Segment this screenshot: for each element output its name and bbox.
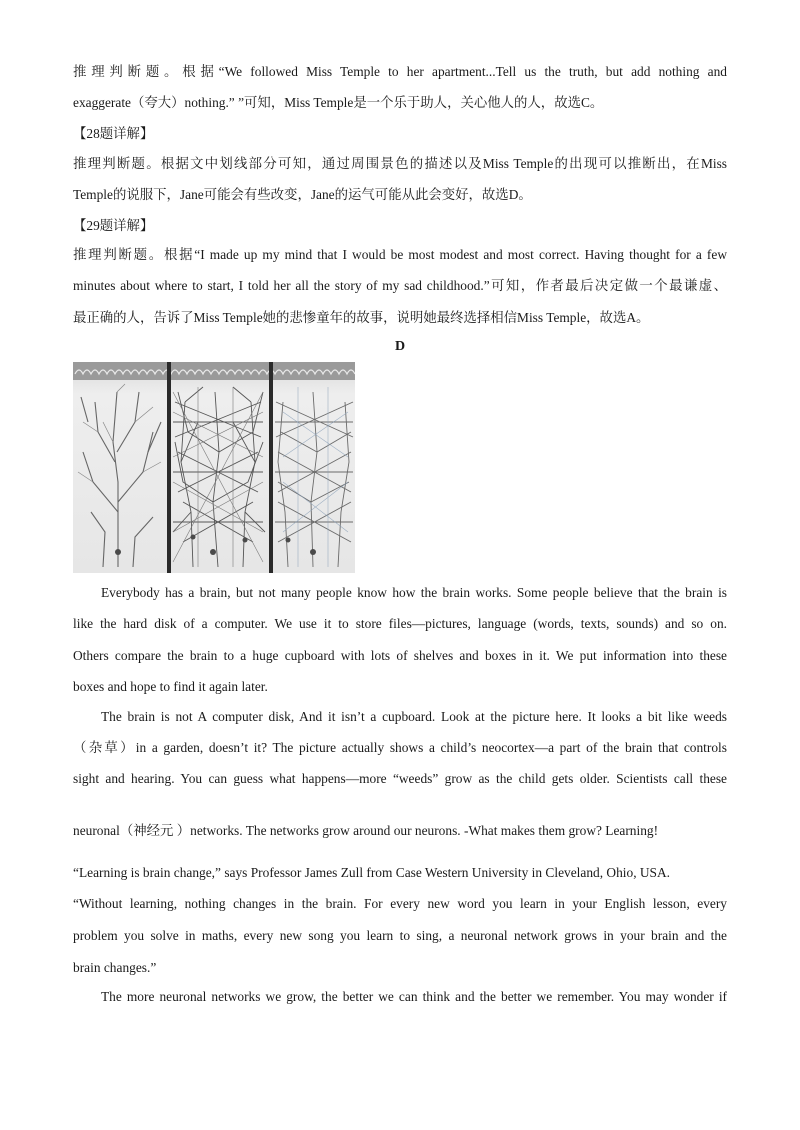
passage-para3-line-3: problem you solve in maths, every new song you learn to sing, a neuronal network grows in your brain and the [73, 928, 727, 943]
passage-para1-line-1: Everybody has a brain, but not many people know how the brain works. Some people believe that the brain is [101, 585, 727, 600]
passage-para1-line-2: like the hard disk of a computer. We use it to store files—pictures, language (words, texts, sounds) and so on. [73, 616, 727, 631]
answer-29-explanation-line-3: 最正确的人，告诉了Miss Temple她的悲惨童年的故事，说明她最终选择相信Miss Temple，故选A。 [73, 310, 650, 325]
answer-28-explanation-line-2: Temple的说服下，Jane可能会有些改变，Jane的运气可能从此会变好，故选D。 [73, 187, 532, 202]
answer-29-explanation-line-2: minutes about where to start, I told her all the story of my sad childhood.”可知，作者最后决定做一个最谦虚、 [73, 278, 727, 293]
answer-27-explanation-line-1: 推理判断题。根据“We followed Miss Temple to her apartment...Tell us the truth, but add nothing and [73, 64, 727, 79]
passage-para2-line-2: （杂草）in a garden, doesn’t it? The picture actually shows a child’s neocortex—a part of the brain that controls [73, 740, 727, 755]
answer-27-explanation-line-2: exaggerate（夸大）nothing.” ”可知，Miss Temple是一个乐于助人，关心他人的人，故选C。 [73, 95, 604, 110]
answer-29-explanation-line-1: 推理判断题。根据“I made up my mind that I would be most modest and most correct. Having thought for a few [73, 247, 727, 262]
passage-para2-line-1: The brain is not A computer disk, And it isn’t a cupboard. Look at the picture here. It looks a bit like weeds [101, 709, 727, 724]
passage-para2-line-3: sight and hearing. You can guess what happens—more “weeds” grow as the child gets older. Scientists call these [73, 771, 727, 786]
passage-para3-line-4: brain changes.” [73, 960, 157, 975]
passage-para3-line-1: “Learning is brain change,” says Professor James Zull from Case Western University in Cleveland, Ohio, USA. [73, 865, 671, 880]
passage-para3-line-2: “Without learning, nothing changes in the brain. For every new word you learn in your English lesson, every [73, 896, 727, 911]
question-28-heading: 【28题详解】 [73, 126, 154, 141]
passage-para2-line-4: neuronal（神经元 ）networks. The networks grow around our neurons. -What makes them grow? Learning! [73, 823, 659, 838]
answer-28-explanation-line-1: 推理判断题。根据文中划线部分可知，通过周围景色的描述以及Miss Temple的出现可以推断出，在Miss [73, 156, 727, 171]
neocortex-picture [73, 362, 355, 573]
question-29-heading: 【29题详解】 [73, 218, 154, 233]
passage-para1-line-4: boxes and hope to find it again later. [73, 679, 268, 694]
passage-para1-line-3: Others compare the brain to a huge cupboard with lots of shelves and boxes in it. We put information into these [73, 648, 727, 663]
passage-para4-line-1: The more neuronal networks we grow, the better we can think and the better we remember. You may wonder if [101, 989, 727, 1004]
section-title-d: D [394, 339, 406, 354]
